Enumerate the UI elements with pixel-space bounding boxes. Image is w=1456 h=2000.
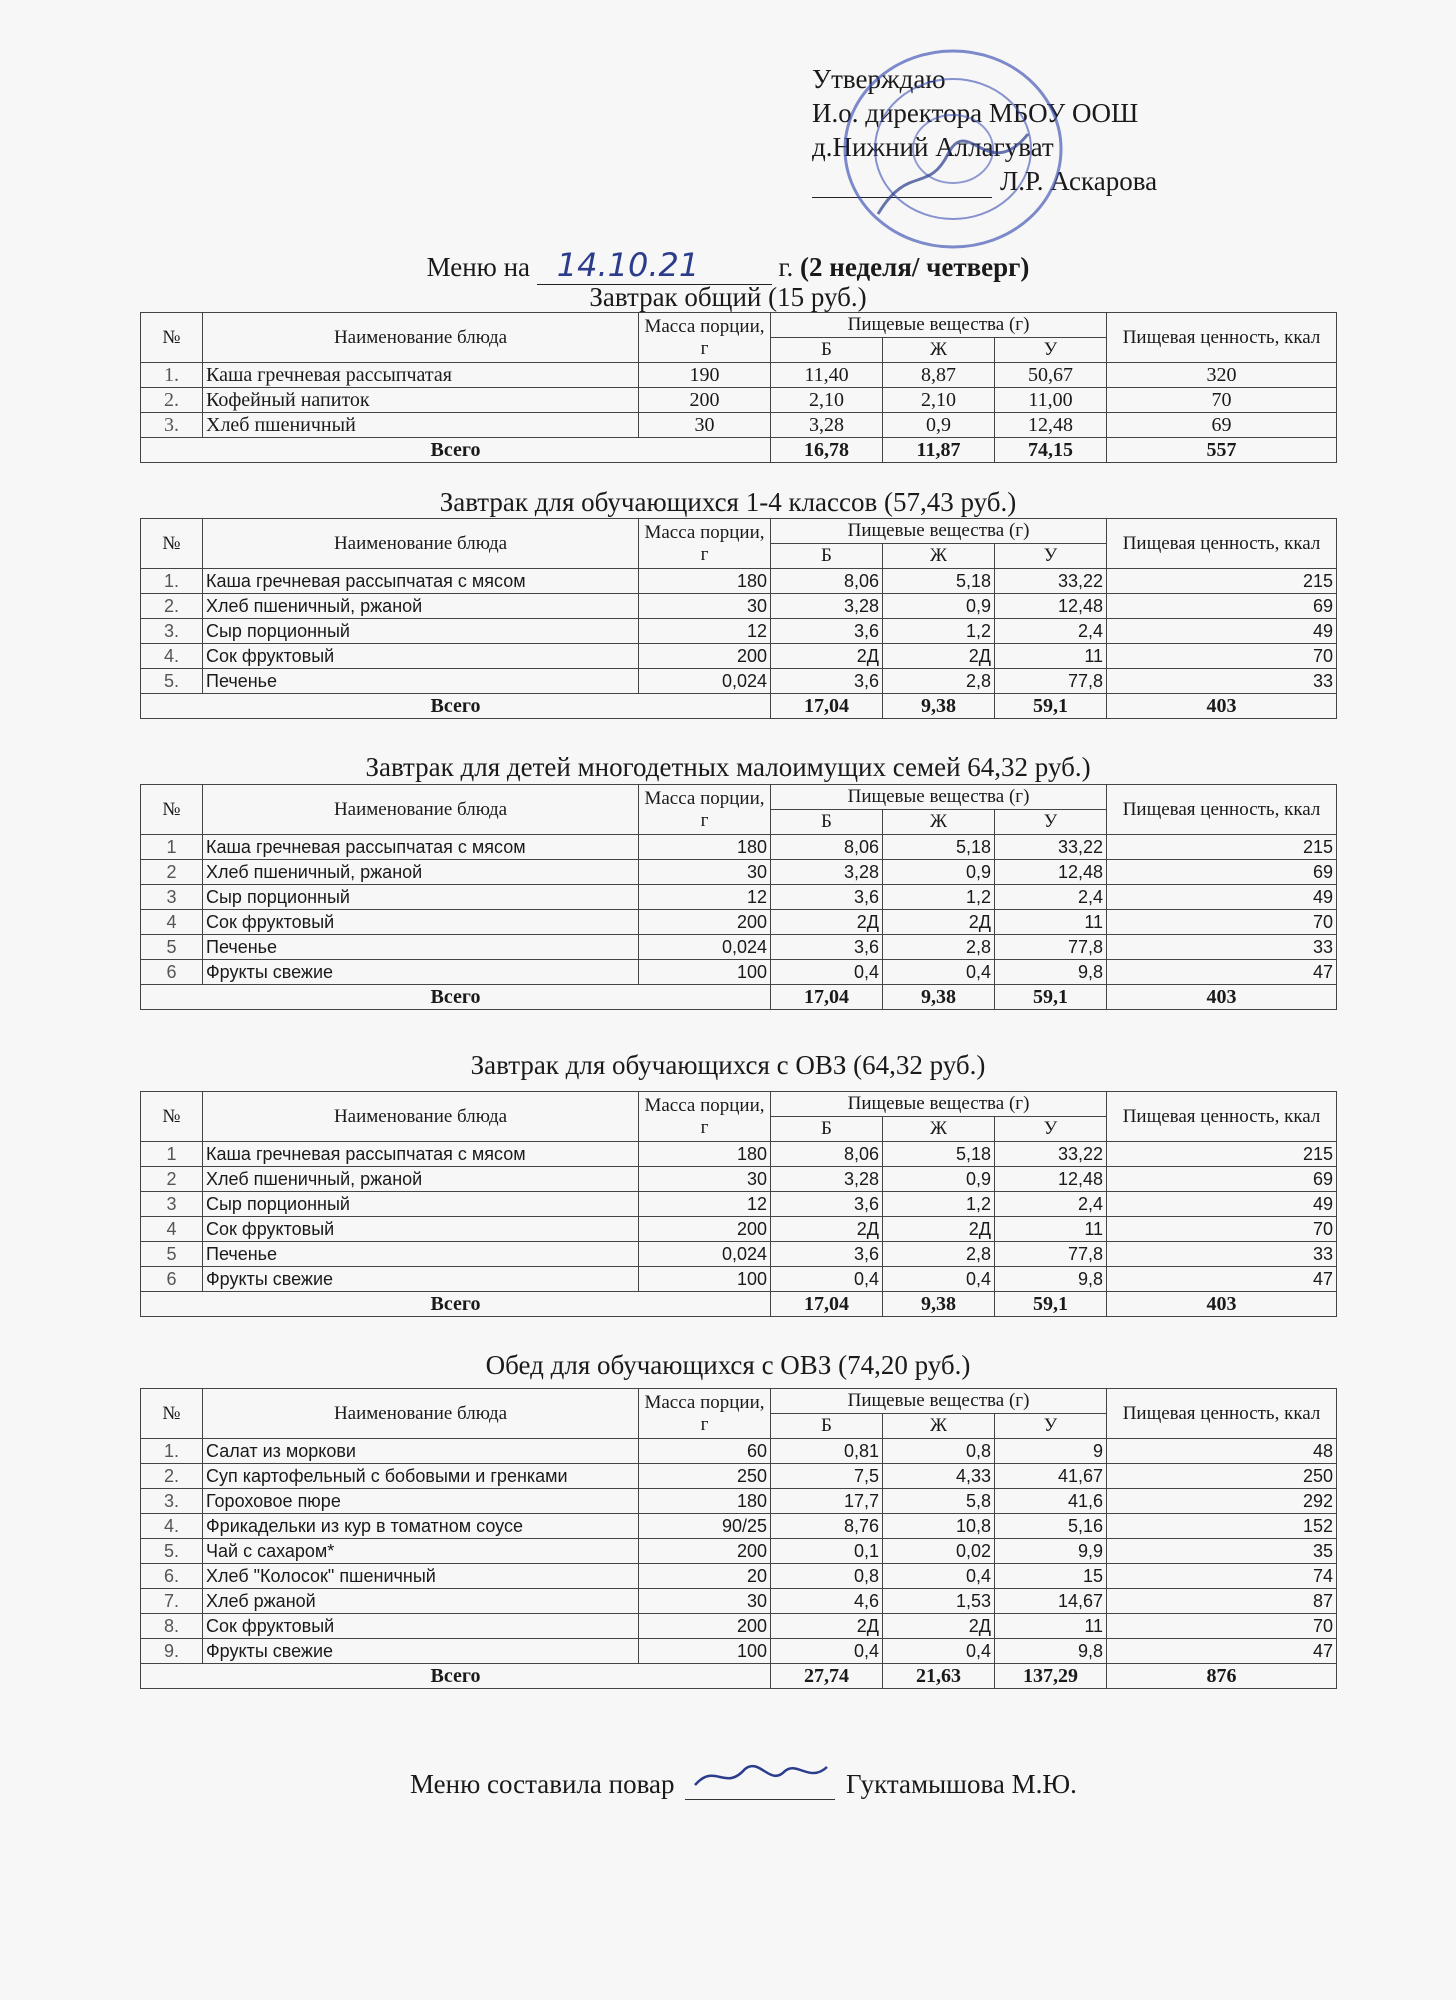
menu-week: (2 неделя/ четверг) <box>800 252 1030 282</box>
col-name: Наименование блюда <box>203 313 639 363</box>
table-row: 8. Сок фруктовый 200 2Д 2Д 11 70 <box>141 1614 1337 1639</box>
table-row: 1. Салат из моркови 60 0,81 0,8 9 48 <box>141 1439 1337 1464</box>
table-row: 3. Хлеб пшеничный 30 3,28 0,9 12,48 69 <box>141 413 1337 438</box>
approval-line-3: д.Нижний Аллагуват <box>812 132 1054 162</box>
table-row: 3 Сыр порционный 12 3,6 1,2 2,4 49 <box>141 885 1337 910</box>
table-row: 5 Печенье 0,024 3,6 2,8 77,8 33 <box>141 1242 1337 1267</box>
col-zh: Ж <box>883 1414 995 1439</box>
table-row: 6 Фрукты свежие 100 0,4 0,4 9,8 47 <box>141 1267 1337 1292</box>
menu-date: 14.10.21 <box>537 246 772 285</box>
col-nutrients: Пищевые вещества (г) <box>771 1389 1107 1414</box>
table-row: 7. Хлеб ржаной 30 4,6 1,53 14,67 87 <box>141 1589 1337 1614</box>
section-title: Завтрак для обучающихся 1-4 классов (57,43 руб.) <box>439 487 1017 517</box>
col-name: Наименование блюда <box>203 1389 639 1439</box>
col-mass: Масса порции, г <box>639 519 771 569</box>
col-u: У <box>995 810 1107 835</box>
col-zh: Ж <box>883 1117 995 1142</box>
col-energy: Пищевая ценность, ккал <box>1107 785 1337 835</box>
menu-title <box>0 246 1456 285</box>
menu-table <box>140 518 1337 719</box>
cook-name: Гуктамышова М.Ю. <box>846 1769 1077 1799</box>
col-energy: Пищевая ценность, ккал <box>1107 1389 1337 1439</box>
menu-table <box>140 312 1337 463</box>
col-b: Б <box>771 1117 883 1142</box>
menu-suffix: г. <box>778 252 794 282</box>
section-title: Завтрак для детей многодетных малоимущих семей 64,32 руб.) <box>365 752 1091 782</box>
col-nutrients: Пищевые вещества (г) <box>771 313 1107 338</box>
col-nutrients: Пищевые вещества (г) <box>771 1092 1107 1117</box>
col-b: Б <box>771 544 883 569</box>
table-row: 1. Каша гречневая рассыпчатая с мясом 180 8,06 5,18 33,22 215 <box>141 569 1337 594</box>
col-name: Наименование блюда <box>203 1092 639 1142</box>
col-num: № <box>141 519 203 569</box>
col-energy: Пищевая ценность, ккал <box>1107 313 1337 363</box>
table-row: 2 Хлеб пшеничный, ржаной 30 3,28 0,9 12,48 69 <box>141 1167 1337 1192</box>
col-u: У <box>995 1414 1107 1439</box>
table-row: 3 Сыр порционный 12 3,6 1,2 2,4 49 <box>141 1192 1337 1217</box>
col-mass: Масса порции, г <box>639 1092 771 1142</box>
table-row: 4 Сок фруктовый 200 2Д 2Д 11 70 <box>141 910 1337 935</box>
table-row: 9. Фрукты свежие 100 0,4 0,4 9,8 47 <box>141 1639 1337 1664</box>
total-row: Всего 17,04 9,38 59,1 403 <box>141 985 1337 1010</box>
col-b: Б <box>771 338 883 363</box>
col-zh: Ж <box>883 810 995 835</box>
col-num: № <box>141 1389 203 1439</box>
total-row: Всего 17,04 9,38 59,1 403 <box>141 1292 1337 1317</box>
col-mass: Масса порции, г <box>639 313 771 363</box>
school-stamp <box>838 44 1068 254</box>
table-row: 1 Каша гречневая рассыпчатая с мясом 180 8,06 5,18 33,22 215 <box>141 835 1337 860</box>
table-row: 2 Хлеб пшеничный, ржаной 30 3,28 0,9 12,48 69 <box>141 860 1337 885</box>
col-zh: Ж <box>883 544 995 569</box>
col-name: Наименование блюда <box>203 519 639 569</box>
footer-prefix: Меню составила повар <box>410 1769 675 1799</box>
approval-line-2: И.о. директора МБОУ ООШ <box>812 98 1139 128</box>
director-name: Л.Р. Аскарова <box>1000 166 1158 196</box>
col-u: У <box>995 544 1107 569</box>
table-row: 6 Фрукты свежие 100 0,4 0,4 9,8 47 <box>141 960 1337 985</box>
col-u: У <box>995 1117 1107 1142</box>
col-b: Б <box>771 810 883 835</box>
table-row: 4. Сок фруктовый 200 2Д 2Д 11 70 <box>141 644 1337 669</box>
section-title: Завтрак для обучающихся с ОВЗ (64,32 руб.) <box>470 1050 986 1080</box>
col-nutrients: Пищевые вещества (г) <box>771 519 1107 544</box>
footer <box>410 1765 1077 1800</box>
col-num: № <box>141 785 203 835</box>
col-num: № <box>141 313 203 363</box>
col-mass: Масса порции, г <box>639 1389 771 1439</box>
total-row: Всего 16,78 11,87 74,15 557 <box>141 438 1337 463</box>
cook-signature <box>685 1765 835 1800</box>
menu-prefix: Меню на <box>426 252 531 282</box>
menu-table <box>140 1091 1337 1317</box>
table-row: 4. Фрикадельки из кур в томатном соусе 90/25 8,76 10,8 5,16 152 <box>141 1514 1337 1539</box>
approval-line-1: Утверждаю <box>812 64 946 94</box>
menu-table <box>140 784 1337 1010</box>
table-row: 2. Хлеб пшеничный, ржаной 30 3,28 0,9 12,48 69 <box>141 594 1337 619</box>
col-energy: Пищевая ценность, ккал <box>1107 1092 1337 1142</box>
section-title: Обед для обучающихся с ОВЗ (74,20 руб.) <box>485 1350 971 1380</box>
col-nutrients: Пищевые вещества (г) <box>771 785 1107 810</box>
total-row: Всего 27,74 21,63 137,29 876 <box>141 1664 1337 1689</box>
table-row: 3. Сыр порционный 12 3,6 1,2 2,4 49 <box>141 619 1337 644</box>
table-row: 1 Каша гречневая рассыпчатая с мясом 180 8,06 5,18 33,22 215 <box>141 1142 1337 1167</box>
col-zh: Ж <box>883 338 995 363</box>
table-row: 4 Сок фруктовый 200 2Д 2Д 11 70 <box>141 1217 1337 1242</box>
table-row: 1. Каша гречневая рассыпчатая 190 11,40 8,87 50,67 320 <box>141 363 1337 388</box>
table-row: 5 Печенье 0,024 3,6 2,8 77,8 33 <box>141 935 1337 960</box>
section-title: Завтрак общий (15 руб.) <box>589 282 867 312</box>
table-row: 6. Хлеб "Колосок" пшеничный 20 0,8 0,4 15 74 <box>141 1564 1337 1589</box>
menu-table <box>140 1388 1337 1689</box>
table-row: 5. Чай с сахаром* 200 0,1 0,02 9,9 35 <box>141 1539 1337 1564</box>
col-u: У <box>995 338 1107 363</box>
col-energy: Пищевая ценность, ккал <box>1107 519 1337 569</box>
col-b: Б <box>771 1414 883 1439</box>
total-row: Всего 17,04 9,38 59,1 403 <box>141 694 1337 719</box>
col-name: Наименование блюда <box>203 785 639 835</box>
table-row: 5. Печенье 0,024 3,6 2,8 77,8 33 <box>141 669 1337 694</box>
table-row: 3. Гороховое пюре 180 17,7 5,8 41,6 292 <box>141 1489 1337 1514</box>
col-mass: Масса порции, г <box>639 785 771 835</box>
table-row: 2. Суп картофельный с бобовыми и гренками 250 7,5 4,33 41,67 250 <box>141 1464 1337 1489</box>
col-num: № <box>141 1092 203 1142</box>
table-row: 2. Кофейный напиток 200 2,10 2,10 11,00 70 <box>141 388 1337 413</box>
